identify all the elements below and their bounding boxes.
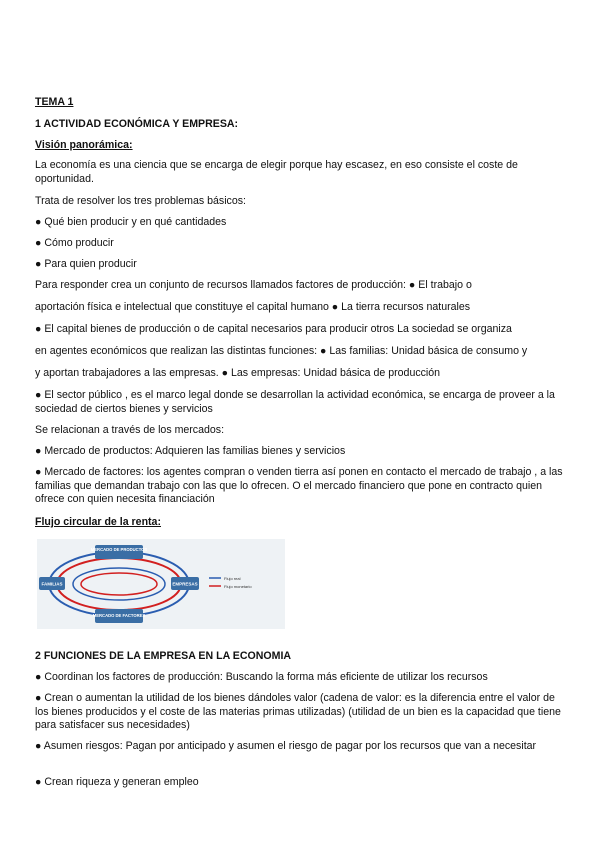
tema-heading: TEMA 1 [35,96,74,108]
bullet-quien: ● Para quien producir [35,258,137,270]
circular-flow-svg [37,539,285,629]
section1-title: 1 ACTIVIDAD ECONÓMICA Y EMPRESA: [35,118,239,130]
funcion-coordinan: ● Coordinan los factores de producción: Buscando la forma más eficiente de utilizar los recursos [35,671,488,683]
bullet-mercado-productos: ● Mercado de productos: Adquieren las familias bienes y servicios [35,445,346,457]
paragraph-relacionan: Se relacionan a través de los mercados: [35,424,225,436]
bullet-como: ● Cómo producir [35,237,114,249]
paragraph-capital: ● El capital bienes de producción o de capital necesarios para producir otros La sociedad se organiza [35,323,512,335]
bullet-que: ● Qué bien producir y en qué cantidades [35,216,227,228]
paragraph-sector: ● El sector público , es el marco legal donde se desarrollan la actividad económica, se encarga de proveer a la sociedad de ciertos bienes y servicios [35,389,555,415]
paragraph-agentes: en agentes económicos que realizan las distintas funciones: ● Las familias: Unidad básica de consumo y [35,345,528,357]
funcion-crean: ● Crean o aumentan la utilidad de los bienes dándoles valor (cadena de valor: es la diferencia entre el valor de los bienes producidos y el coste de las materias primas utilizadas) (utilidad de un bien es la capacidad que tiene para satisfacer sus necesidades) [35,692,561,731]
vision-title: Visión panorámica: [35,139,133,151]
label-mercado-productos: MERCADO DE PRODUCTOS [90,547,148,552]
label-familias: FAMILIAS [41,581,63,587]
bullet-mercado-factores: ● Mercado de factores: los agentes compran o venden tierra así ponen en contacto el mercado de trabajo , a las familias que demandan trabajo con las que lo ofrecen. O el mercado financiero que pone en contracto quien ofrece con quien necesita financiación [35,466,563,505]
funcion-riqueza: ● Crean riqueza y generan empleo [35,776,199,788]
paragraph-aportan: y aportan trabajadores a las empresas. ● Las empresas: Unidad básica de producción [35,367,441,379]
paragraph-economia: La economía es una ciencia que se encarga de elegir porque hay escasez, en eso consiste el coste de oportunidad. [35,159,518,185]
section2-title: 2 FUNCIONES DE LA EMPRESA EN LA ECONOMIA [35,650,292,662]
legend-real-label: Flujo real [224,576,241,581]
legend-monetary-label: Flujo monetario [224,584,252,589]
flujo-title: Flujo circular de la renta: [35,516,161,528]
circular-flow-diagram [37,539,285,629]
label-mercado-factores: MERCADO DE FACTORES [92,613,146,618]
label-empresas: EMPRESAS [172,581,198,587]
paragraph-aportacion: aportación física e intelectual que constituye el capital humano ● La tierra recursos naturales [35,301,471,313]
funcion-asumen: ● Asumen riesgos: Pagan por anticipado y asumen el riesgo de pagar por los recursos que van a necesitar [35,740,537,752]
paragraph-trata: Trata de resolver los tres problemas básicos: [35,195,246,207]
paragraph-responder: Para responder crea un conjunto de recursos llamados factores de producción: ● El trabajo o [35,279,472,291]
